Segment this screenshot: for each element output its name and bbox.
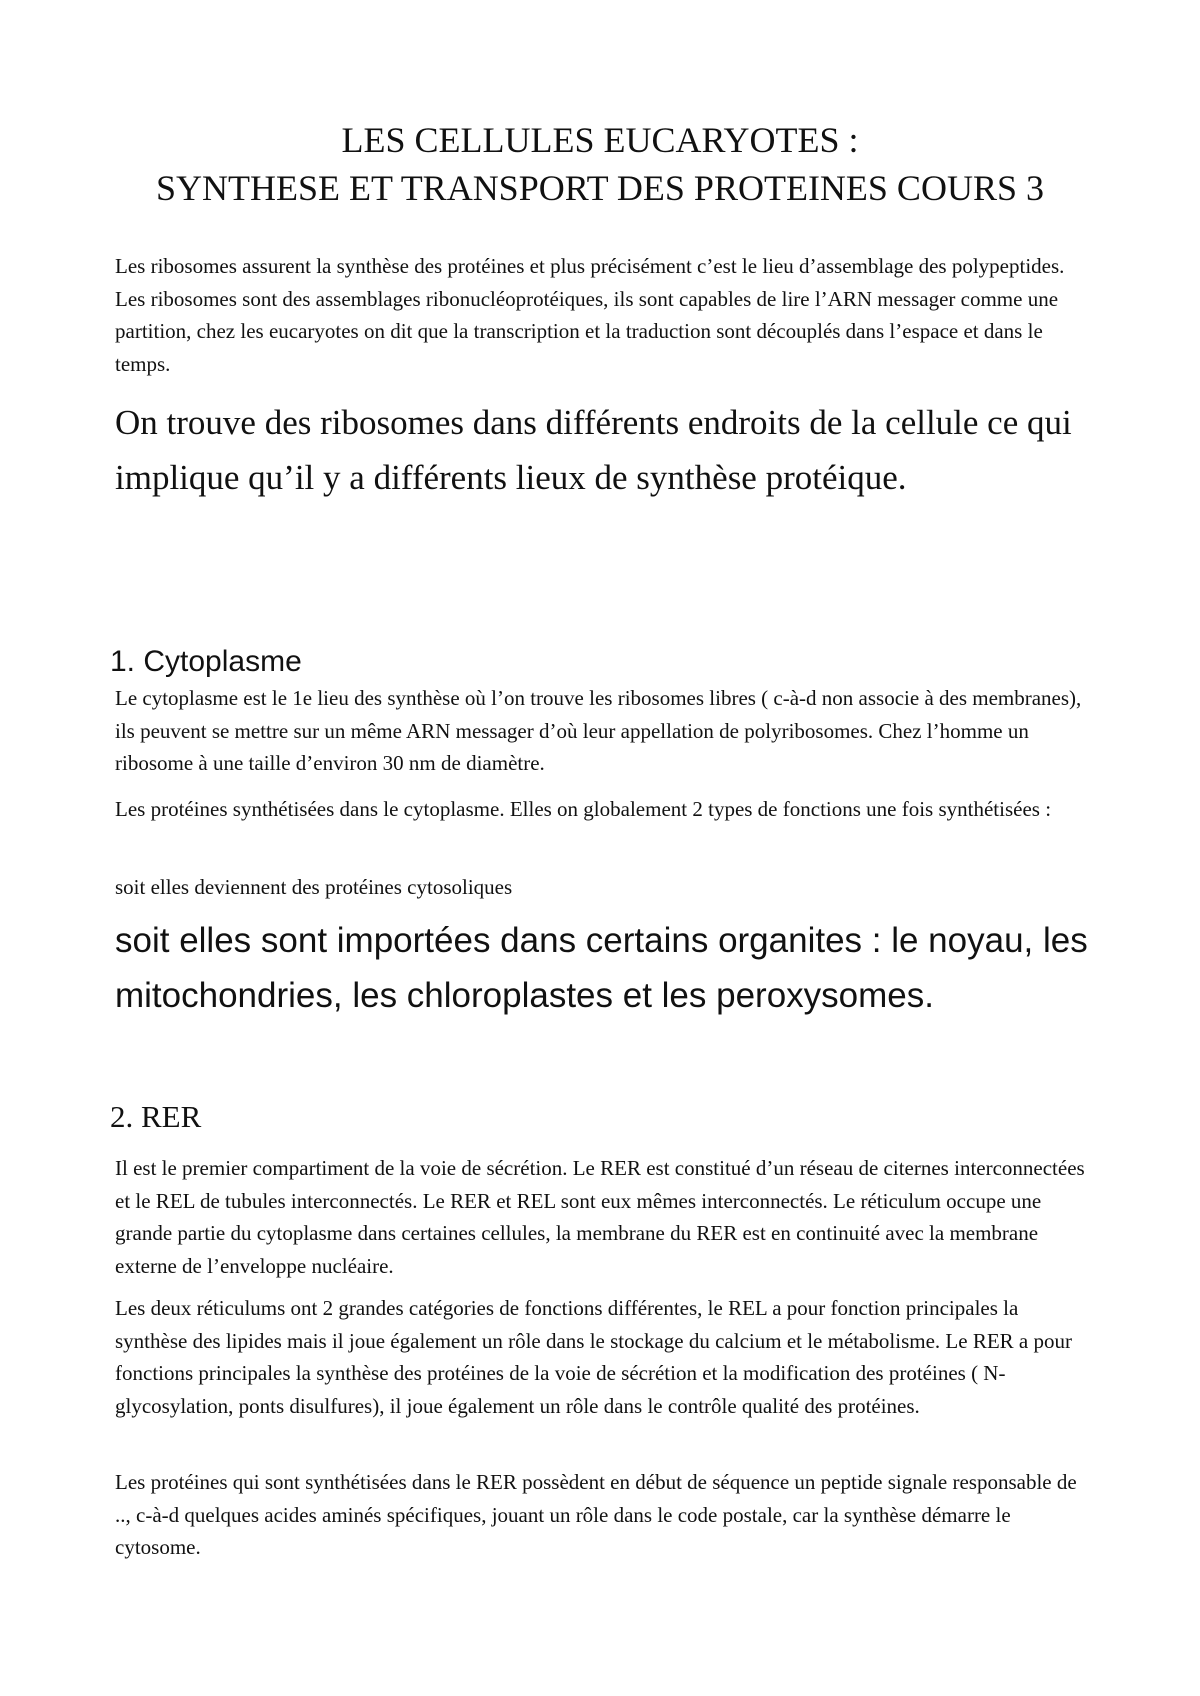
highlight-paragraph: On trouve des ribosomes dans différents endroits de la cellule ce qui implique qu’il y a différents lieux de synthèse protéique. — [115, 403, 1072, 497]
section-2-paragraph-1: Il est le premier compartiment de la voie de sécrétion. Le RER est constitué d’un réseau de citernes interconnectées et le REL de tubules interconnectés. Le RER et REL sont eux mêmes interconnectés. Le réticulum occupe une grande partie du cytoplasme dans certaines cellules, la membrane du RER est en continuité avec la membrane externe de l’enveloppe nucléaire. — [115, 1156, 1085, 1278]
intro-paragraph: Les ribosomes assurent la synthèse des protéines et plus précisément c’est le lieu d’assemblage des polypeptides. Les ribosomes sont des assemblages ribonucléoprotéiques, ils sont capables de lire l’ARN messager comme une partition, chez les eucaryotes on dit que la transcription et la traduction sont découplés dans l’espace et dans le temps. — [115, 254, 1065, 376]
section-2-paragraph-2: Les deux réticulums ont 2 grandes catégories de fonctions différentes, le REL a pour fonction principales la synthèse des lipides mais il joue également un rôle dans le stockage du calcium et le métabolisme. Le RER a pour fonctions principales la synthèse des protéines de la voie de sécrétion et la modification des protéines ( N-glycosylation, ponts disulfures), il joue également un rôle dans le contrôle qualité des protéines. — [115, 1296, 1072, 1418]
section-2-paragraph-3: Les protéines qui sont synthétisées dans le RER possèdent en début de séquence un peptide signale responsable de .., c-à-d quelques acides aminés spécifiques, jouant un rôle dans le code postale, car la synthèse démarre le cytosome. — [115, 1470, 1077, 1559]
document-title — [0, 116, 1200, 212]
section-1-paragraph-3: soit elles deviennent des protéines cytosoliques — [115, 875, 513, 899]
title-line-2: SYNTHESE ET TRANSPORT DES PROTEINES COURS 3 — [156, 168, 1044, 208]
section-1-paragraph-4: soit elles sont importées dans certains organites : le noyau, les mitochondries, les chloroplastes et les peroxysomes. — [115, 921, 1088, 1015]
section-1-heading: 1. Cytoplasme — [110, 645, 302, 678]
section-2-heading: 2. RER — [110, 1099, 202, 1134]
section-1-paragraph-2: Les protéines synthétisées dans le cytoplasme. Elles on globalement 2 types de fonctions une fois synthétisées : — [115, 797, 1052, 821]
section-1-paragraph-1: Le cytoplasme est le 1e lieu des synthèse où l’on trouve les ribosomes libres ( c-à-d non associe à des membranes), ils peuvent se mettre sur un même ARN messager d’où leur appellation de polyribosomes. Chez l’homme un ribosome à une taille d’environ 30 nm de diamètre. — [115, 686, 1082, 775]
title-line-1: LES CELLULES EUCARYOTES : — [341, 120, 859, 160]
